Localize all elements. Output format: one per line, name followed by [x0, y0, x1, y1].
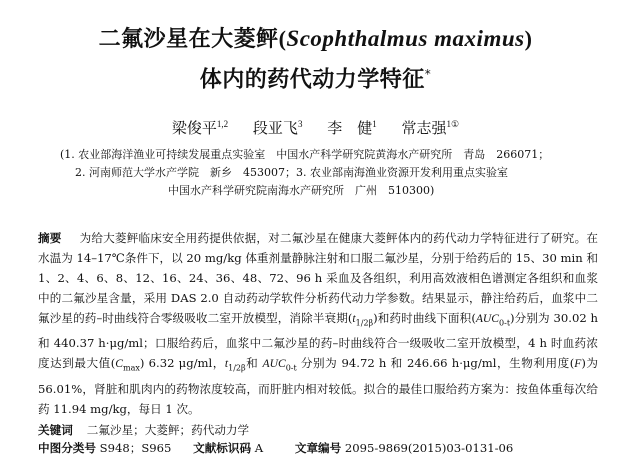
abstract: 摘要 为给大菱鲆临床安全用药提供依据，对二氟沙星在健康大菱鲆体内的药代动力学特征进行了研究。在水温为 14–17℃条件下，以 20 mg/kg 体重剂量静脉注射和口服二氟沙星，分别于给药后的 15、30 min 和 1、2、4、6、8、12、16、24、36、48、72、96 h 采血及各组织，利用高效液相色谱测定各组织和血浆中的二氟沙星含量，采用 DAS 2.0 自动药动学软件分析药代动力学参数。结果显示，静注给药后，血浆中二氟沙星的药–时曲线符合零级吸收二室开放模型，消除半衰期$(t_{1/2\beta})$和药时曲线下面积$(AUC_{0-t})$分别为 30.02 h 和 440.37 h·μg/ml；口服给药后，血浆中二氟沙星的药–时曲线符合一级吸收二室开放模型，4 h 时血药浓度达到最大值$(C_{max})$ 6.32 μg/ml，$t_{1/2\beta}$和 $AUC_{0-t}$ 分别为 94.72 h 和 246.66 h·μg/ml，生物利用度(F)为 56.01%，肾脏和肌肉内的药物浓度较高，而肝脏内相对较低。拟合的最佳口服给药方案为：按鱼体重每次给药 11.94 mg/kg，每日 1 次。 — [38, 231, 598, 416]
paper-title-line-2 — [0, 59, 631, 95]
author: 李 健$^1$ — [327, 119, 377, 137]
author-list — [0, 113, 631, 139]
keywords-value: 二氟沙星；大菱鲆；药代动力学 — [86, 423, 250, 437]
author: 常志强$^{1①}$ — [401, 119, 460, 137]
article-number-label: 文章编号 — [294, 441, 342, 455]
author: 梁俊平$^{1,2}$ — [171, 119, 229, 137]
doc-code-value: A — [254, 441, 264, 455]
classification-info — [38, 439, 513, 457]
clc-value: S948；S965 — [99, 441, 172, 455]
title-chinese-part: 二氟沙星在大菱鲆 — [98, 27, 279, 52]
author: 段亚飞$^3$ — [252, 119, 303, 137]
title-line-2-text: 体内的药代动力学特征 — [199, 67, 425, 93]
doc-code-label: 文献标识码 — [193, 441, 252, 455]
paper-title-line-1 — [0, 24, 631, 55]
affiliation-line-1: (1. 农业部海洋渔业可持续发展重点实验室 中国水产科学研究院黄海水产研究所 青岛 266071； — [60, 148, 550, 161]
keywords — [38, 421, 249, 439]
title-paren-close: ) — [524, 26, 533, 51]
article-number-value: 2095-9869(2015)03-0131-06 — [344, 441, 514, 455]
affiliation-line-3: 中国水产科学研究院南海水产研究所 广州 510300) — [168, 184, 435, 197]
affiliation-line-2: 2. 河南师范大学水产学院 新乡 453007；3. 农业部南海渔业资源开发利用重点实验室 — [75, 166, 508, 179]
abstract-label: 摘要 — [38, 231, 62, 245]
clc-label: 中图分类号 — [38, 441, 96, 455]
title-footnote-mark: * — [424, 67, 432, 81]
title-paren-open: ( — [278, 26, 287, 51]
title-species-latin: Scophthalmus maximus — [286, 26, 525, 51]
keywords-label: 关键词 — [38, 423, 73, 437]
